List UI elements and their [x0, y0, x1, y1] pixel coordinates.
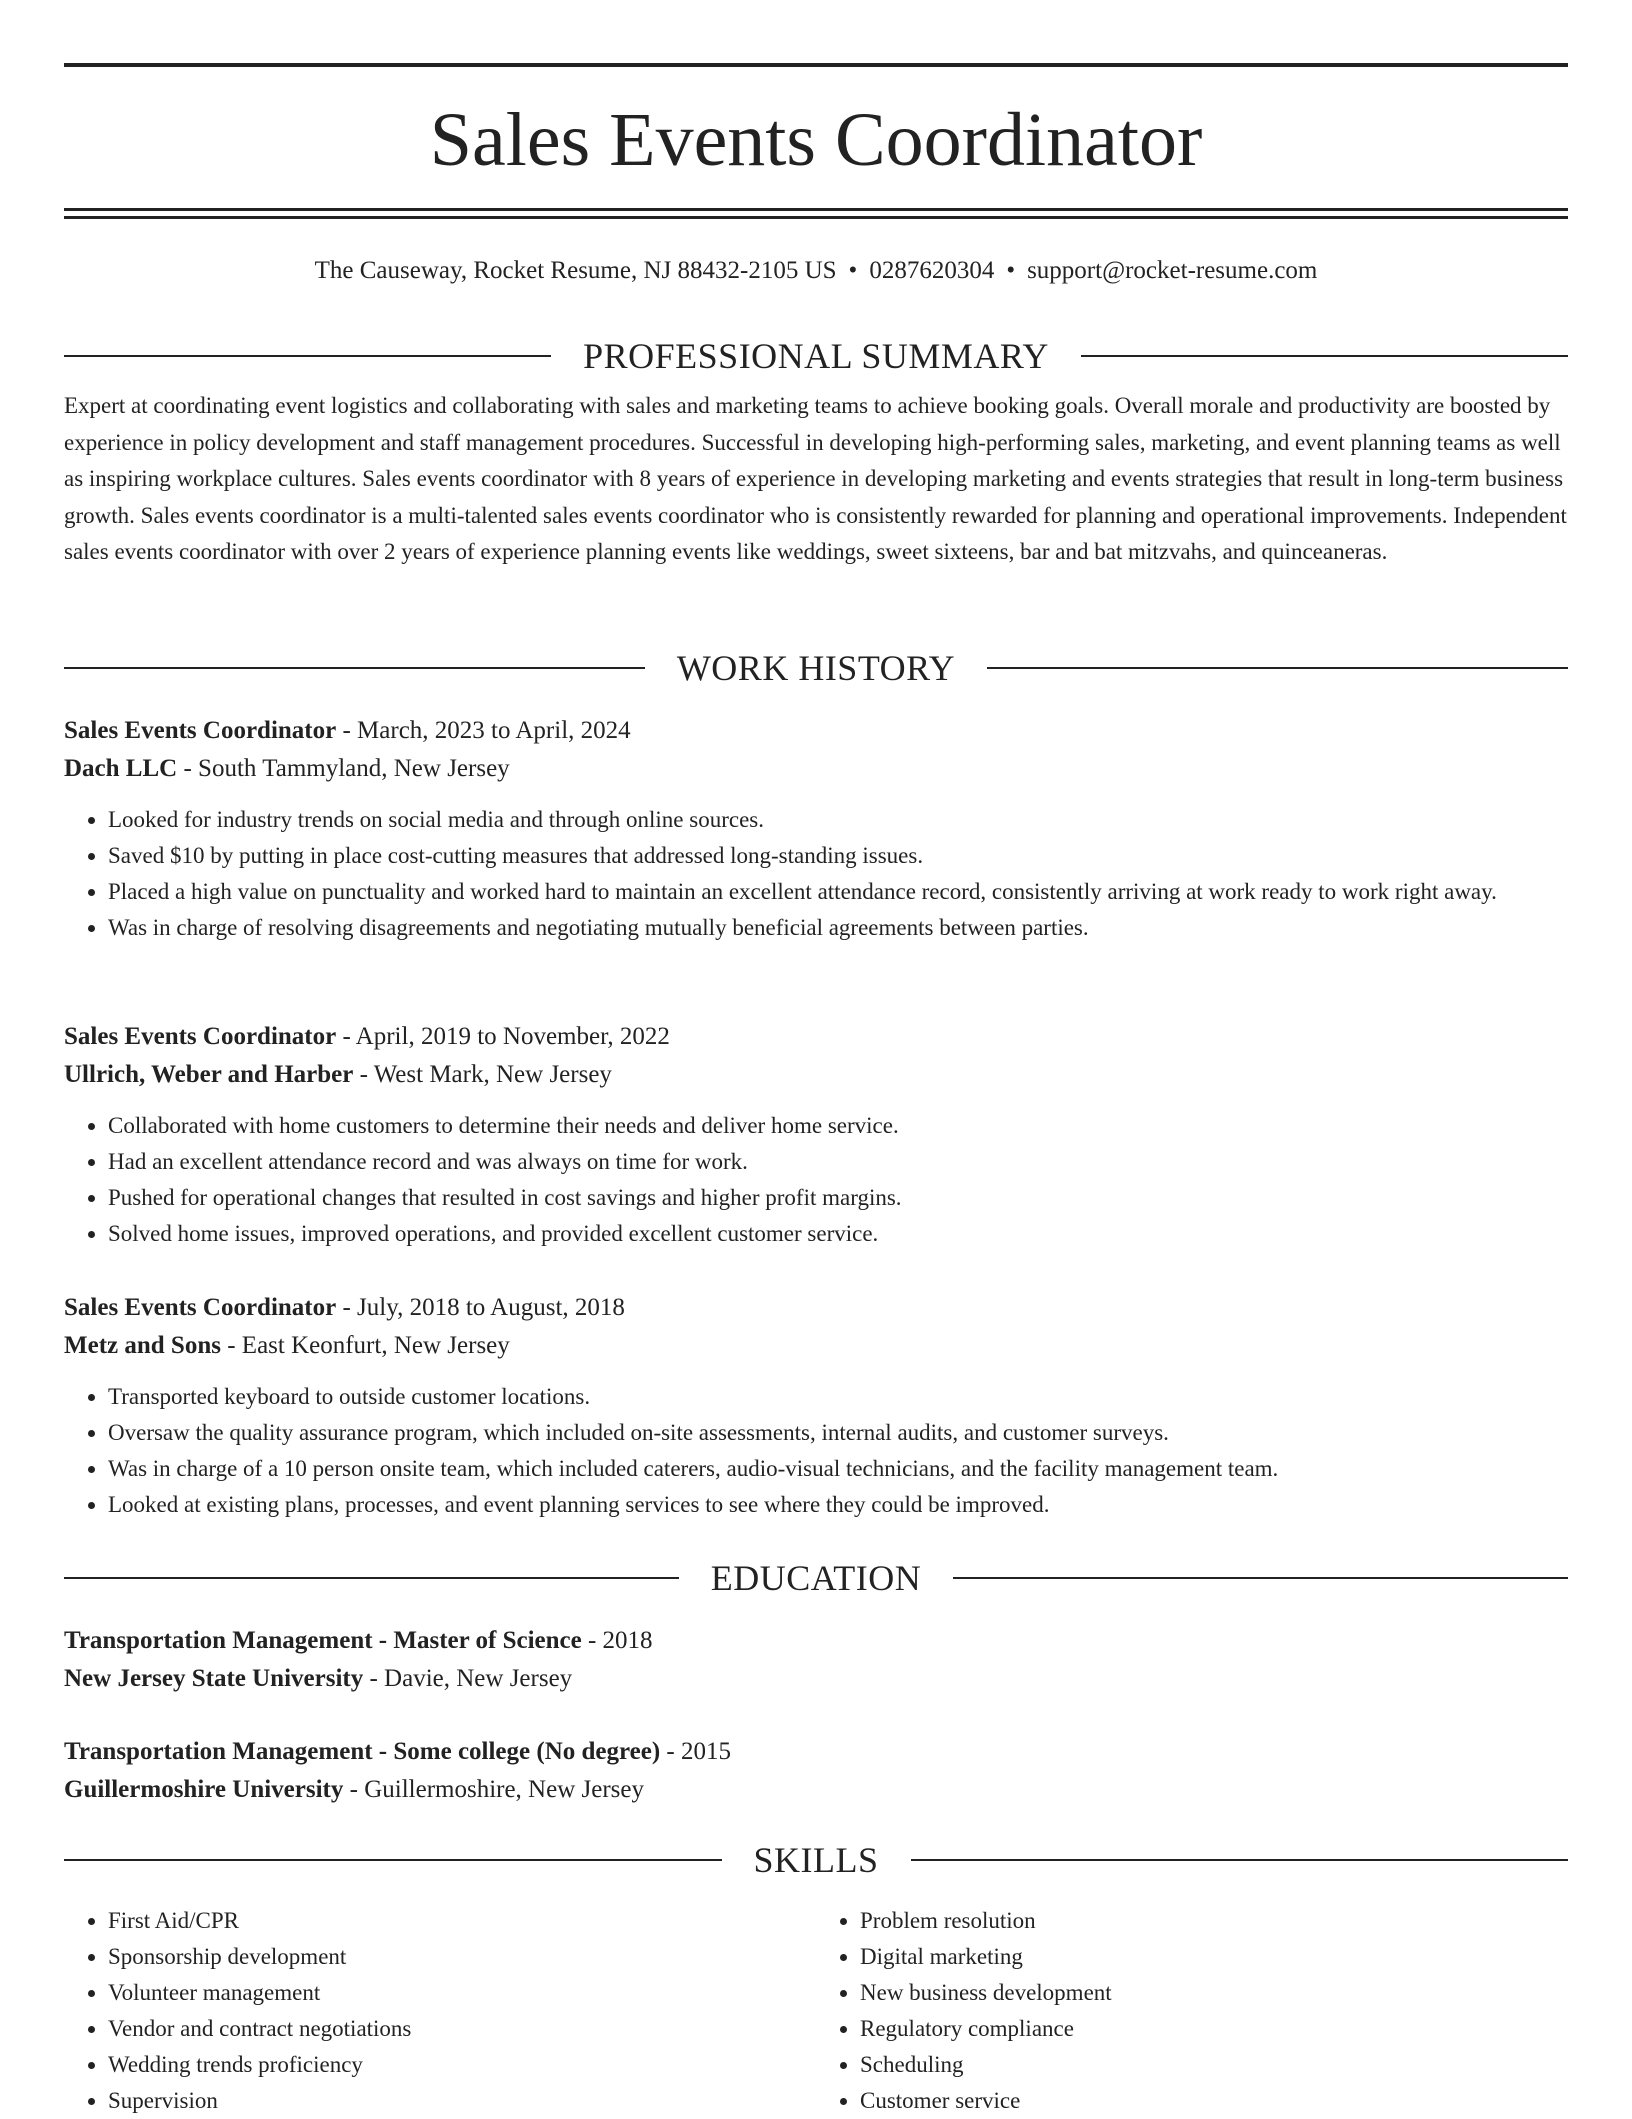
heading-rule — [911, 1859, 1569, 1861]
skills-column-right — [816, 1903, 1568, 2119]
double-rule-lower — [64, 216, 1568, 219]
contact-separator: • — [848, 257, 858, 284]
education-section — [64, 1556, 1568, 1600]
school: Guillermoshire University — [64, 1776, 344, 1803]
school-location: - Guillermoshire, New Jersey — [343, 1776, 644, 1803]
section-heading — [64, 1838, 1568, 1882]
skill-item: • Wedding trends proficiency — [108, 2047, 816, 2083]
skills-section — [64, 1838, 1568, 1882]
skill-item: • New business development — [860, 1975, 1568, 2011]
job-bullets — [64, 802, 1568, 946]
skill-item: • Problem resolution — [860, 1903, 1568, 1939]
job-location: - South Tammyland, New Jersey — [177, 755, 510, 782]
summary-section — [64, 334, 1568, 571]
skill-item: • Vendor and contract negotiations — [108, 2011, 816, 2047]
job-company-line — [64, 1327, 1568, 1365]
education-entry — [64, 1622, 1568, 1698]
job-dates: - July, 2018 to August, 2018 — [336, 1294, 625, 1321]
contact-separator: • — [1006, 257, 1016, 284]
job-bullet: • Had an excellent attendance record and was always on time for work. — [108, 1144, 1568, 1180]
job-bullet: • Saved $10 by putting in place cost-cutting measures that addressed long-standing issues. — [108, 838, 1568, 874]
job-company: Dach LLC — [64, 755, 178, 782]
heading-rule — [953, 1577, 1568, 1579]
job-company: Ullrich, Weber and Harber — [64, 1061, 354, 1088]
summary-text: Expert at coordinating event logistics and collaborating with sales and marketing teams to achieve booking goals. Overall morale and productivity are boosted by experience in policy development and staff management procedures. Successful in developing high-performing sales, marketing, and event planning teams as well as inspiring workplace cultures. Sales events coordinator with 8 years of experience in developing marketing and events strategies that result in long-term business growth. Sales events coordinator is a multi-talented sales events coordinator who is consistently rewarded for planning and operational improvements. Independent sales events coordinator with over 2 years of experience planning events like weddings, sweet sixteens, bar and bat mitzvahs, and quinceaneras. — [64, 393, 1567, 565]
job-title: Sales Events Coordinator — [64, 717, 337, 744]
school-location: - Davie, New Jersey — [363, 1665, 573, 1692]
school-line — [64, 1771, 1568, 1809]
skill-item: • Customer service — [860, 2083, 1568, 2119]
work-history-heading: WORK HISTORY — [676, 648, 956, 688]
education-heading: EDUCATION — [710, 1558, 922, 1598]
degree-line — [64, 1733, 1568, 1771]
job-entry — [64, 1018, 1568, 1252]
degree-year: - 2015 — [660, 1738, 731, 1765]
job-dates: - March, 2023 to April, 2024 — [336, 717, 631, 744]
resume-page — [64, 0, 1568, 2112]
degree-year: - 2018 — [581, 1627, 653, 1654]
skills-column-left — [64, 1903, 816, 2119]
job-title: Sales Events Coordinator — [64, 1023, 337, 1050]
skill-item: • Volunteer management — [108, 1975, 816, 2011]
section-heading — [64, 1556, 1568, 1600]
job-bullet: • Collaborated with home customers to determine their needs and deliver home service. — [108, 1108, 1568, 1144]
summary-heading: PROFESSIONAL SUMMARY — [583, 336, 1049, 376]
heading-rule — [64, 1577, 679, 1579]
degree-line — [64, 1622, 1568, 1660]
job-bullet: • Solved home issues, improved operations, and provided excellent customer service. — [108, 1216, 1568, 1252]
job-company: Metz and Sons — [64, 1332, 221, 1359]
job-title-line — [64, 1289, 1568, 1327]
skill-item: • Scheduling — [860, 2047, 1568, 2083]
degree: Transportation Management - Master of Science — [64, 1627, 582, 1654]
job-bullets — [64, 1379, 1568, 1523]
contact-line — [64, 254, 1568, 288]
job-bullet: • Was in charge of a 10 person onsite team, which included caterers, audio-visual technicians, and the facility management team. — [108, 1451, 1568, 1487]
contact-address: The Causeway, Rocket Resume, NJ 88432-2105 US — [314, 257, 837, 284]
job-company-line — [64, 1056, 1568, 1094]
section-heading — [64, 334, 1568, 378]
job-title: Sales Events Coordinator — [64, 1294, 337, 1321]
skill-item: • Supervision — [108, 2083, 816, 2119]
job-location: - West Mark, New Jersey — [353, 1061, 612, 1088]
education-entry — [64, 1733, 1568, 1809]
job-bullet: • Was in charge of resolving disagreements and negotiating mutually beneficial agreements between parties. — [108, 910, 1568, 946]
job-bullet: • Placed a high value on punctuality and worked hard to maintain an excellent attendance record, consistently arriving at work ready to work right away. — [108, 874, 1568, 910]
work-history-section — [64, 646, 1568, 690]
job-title-line — [64, 1018, 1568, 1056]
top-rule — [64, 63, 1568, 67]
skill-item: • Digital marketing — [860, 1939, 1568, 1975]
job-entry — [64, 1289, 1568, 1523]
job-bullet: • Oversaw the quality assurance program, which included on-site assessments, internal audits, and customer surveys. — [108, 1415, 1568, 1451]
section-heading — [64, 646, 1568, 690]
resume-name-title: Sales Events Coordinator — [429, 98, 1203, 182]
skill-item: • Sponsorship development — [108, 1939, 816, 1975]
heading-rule — [64, 355, 551, 357]
skills-list — [64, 1903, 1568, 2119]
job-bullet: • Looked for industry trends on social media and through online sources. — [108, 802, 1568, 838]
job-company-line — [64, 750, 1568, 788]
skill-item: • Regulatory compliance — [860, 2011, 1568, 2047]
double-rule-upper — [64, 208, 1568, 211]
job-entry — [64, 712, 1568, 946]
degree: Transportation Management - Some college (No degree) — [64, 1738, 661, 1765]
job-bullet: • Looked at existing plans, processes, and event planning services to see where they could be improved. — [108, 1487, 1568, 1523]
skills-heading: SKILLS — [753, 1840, 879, 1880]
job-dates: - April, 2019 to November, 2022 — [336, 1023, 670, 1050]
heading-rule — [1081, 355, 1568, 357]
skill-item: • First Aid/CPR — [108, 1903, 816, 1939]
contact-email: support@rocket-resume.com — [1027, 257, 1318, 284]
job-location: - East Keonfurt, New Jersey — [220, 1332, 510, 1359]
heading-rule — [987, 667, 1568, 669]
job-bullet: • Transported keyboard to outside customer locations. — [108, 1379, 1568, 1415]
job-bullets — [64, 1108, 1568, 1252]
heading-rule — [64, 667, 645, 669]
job-title-line — [64, 712, 1568, 750]
school: New Jersey State University — [64, 1665, 364, 1692]
heading-rule — [64, 1859, 722, 1861]
contact-phone: 0287620304 — [869, 257, 995, 284]
school-line — [64, 1660, 1568, 1698]
job-bullet: • Pushed for operational changes that resulted in cost savings and higher profit margins. — [108, 1180, 1568, 1216]
